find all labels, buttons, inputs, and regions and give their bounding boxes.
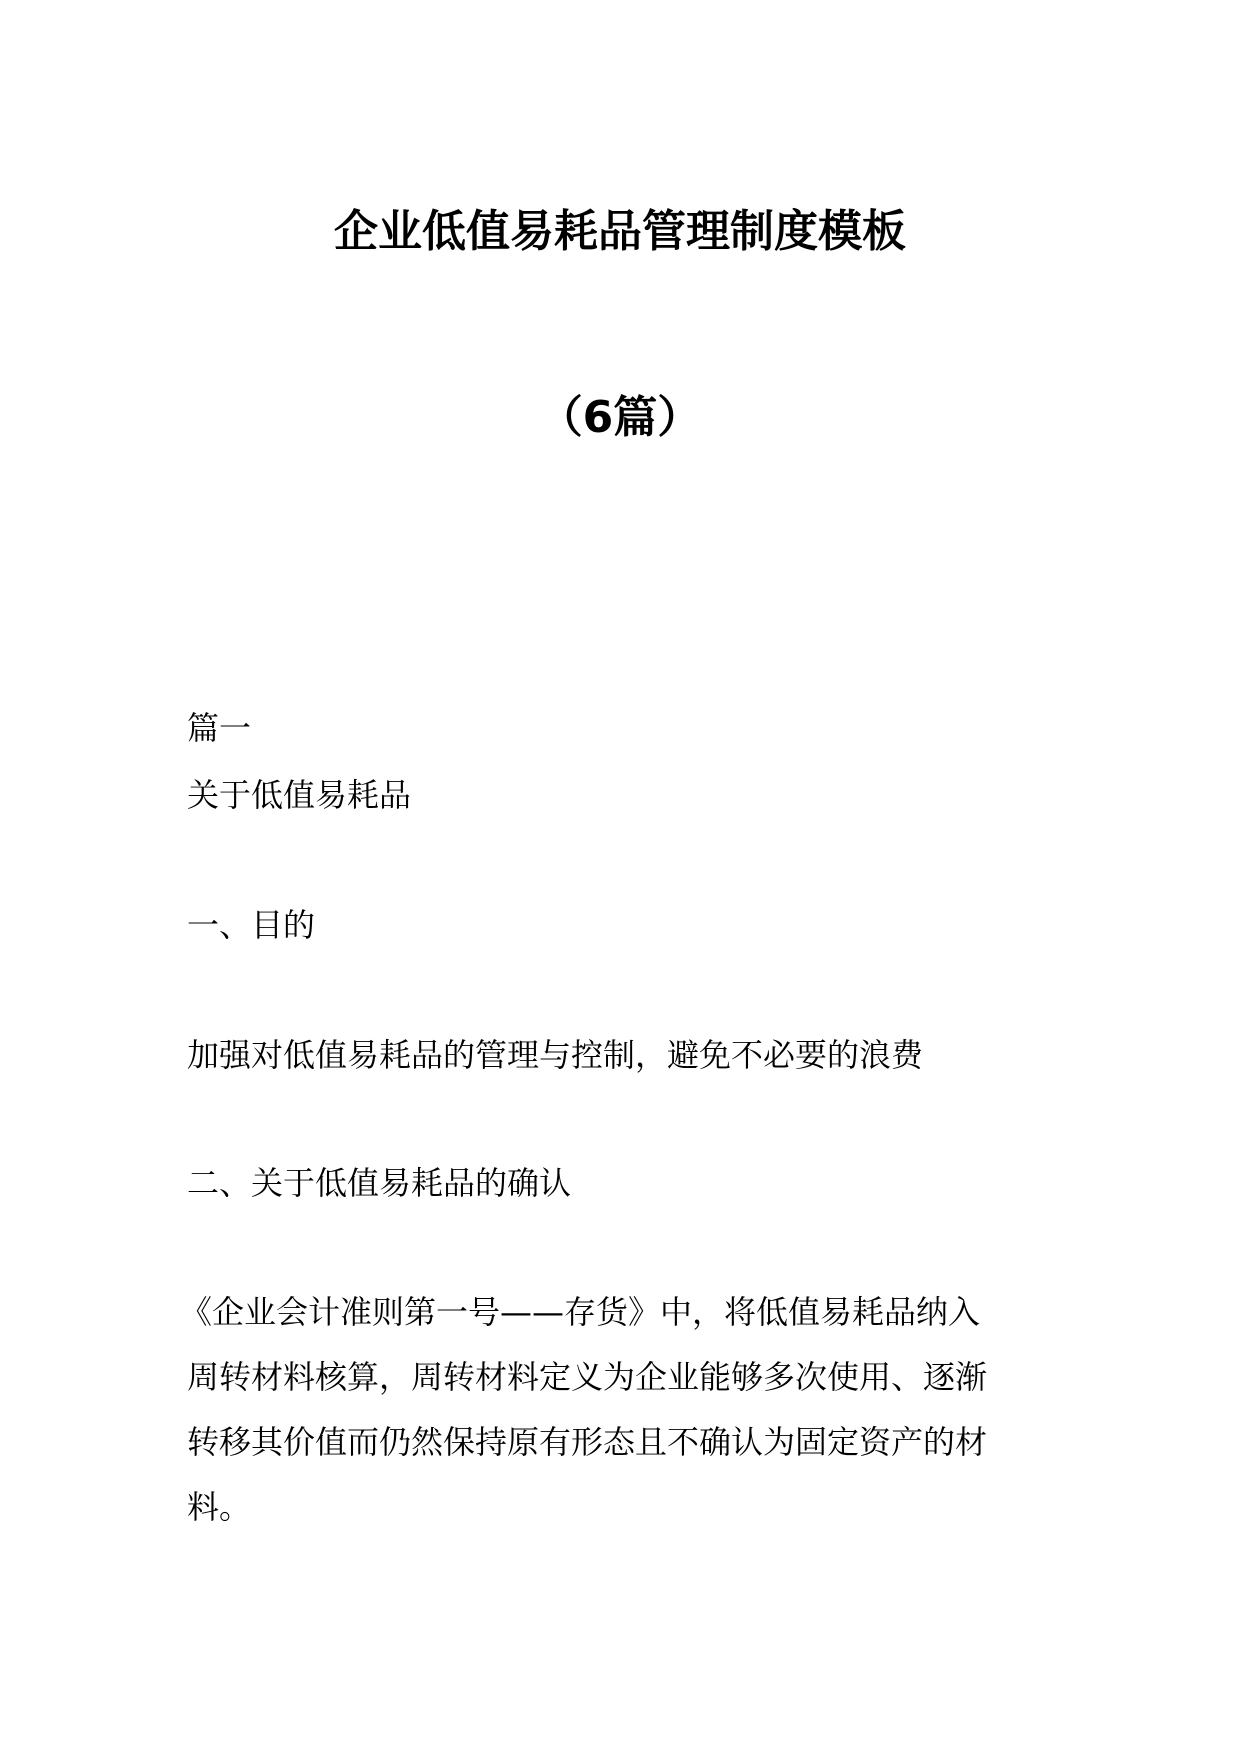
- paragraph-line: 料。: [187, 1488, 252, 1526]
- paragraph-line: 转移其价值而仍然保持原有形态且不确认为固定资产的材: [187, 1423, 988, 1461]
- paragraph-line: 周转材料核算，周转材料定义为企业能够多次使用、逐渐: [187, 1358, 988, 1396]
- section-title: 关于低值易耗品: [187, 776, 412, 814]
- heading-purpose: 一、目的: [187, 906, 316, 944]
- document-title: 企业低值易耗品管理制度模板: [334, 206, 906, 257]
- paragraph-line: 《企业会计准则第一号——存货》中，将低值易耗品纳入: [180, 1293, 981, 1331]
- document-subtitle: （6篇）: [538, 392, 702, 443]
- heading-confirmation: 二、关于低值易耗品的确认: [187, 1164, 572, 1202]
- section-label: 篇一: [187, 709, 252, 747]
- paragraph-purpose: 加强对低值易耗品的管理与控制，避免不必要的浪费: [187, 1036, 924, 1074]
